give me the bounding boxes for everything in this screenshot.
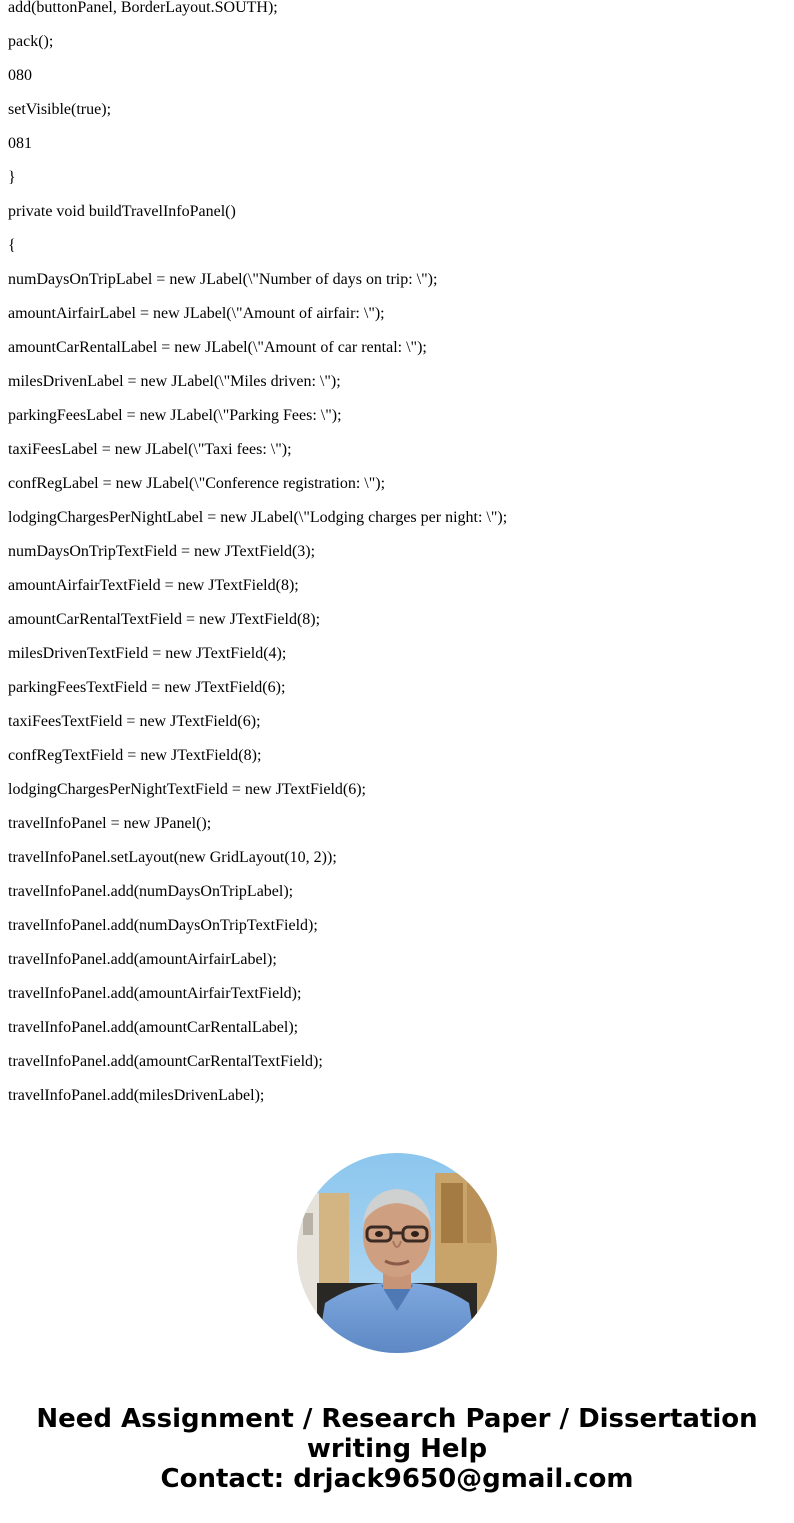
promo-banner bbox=[0, 1404, 794, 1494]
code-line: travelInfoPanel.add(amountAirfairTextField); bbox=[8, 985, 302, 1002]
code-line: travelInfoPanel.add(amountCarRentalLabel); bbox=[8, 1019, 299, 1036]
code-line: taxiFeesTextField = new JTextField(6); bbox=[8, 713, 261, 730]
code-line: } bbox=[8, 169, 16, 186]
code-line: setVisible(true); bbox=[8, 101, 112, 118]
code-line: travelInfoPanel = new JPanel(); bbox=[8, 815, 212, 832]
promo-headline: Need Assignment / Research Paper / Dissertation bbox=[36, 1404, 758, 1434]
code-line: travelInfoPanel.add(amountCarRentalTextField); bbox=[8, 1053, 323, 1070]
code-line: travelInfoPanel.setLayout(new GridLayout(10, 2)); bbox=[8, 849, 337, 866]
code-line: 080 bbox=[8, 67, 32, 84]
code-line: milesDrivenTextField = new JTextField(4); bbox=[8, 645, 287, 662]
code-line: { bbox=[8, 237, 16, 254]
code-line: amountCarRentalLabel = new JLabel(\"Amount of car rental: \"); bbox=[8, 339, 427, 356]
code-line: amountAirfairTextField = new JTextField(8); bbox=[8, 577, 299, 594]
promo-contact: Contact: drjack9650@gmail.com bbox=[160, 1464, 634, 1494]
code-line: amountAirfairLabel = new JLabel(\"Amount of airfair: \"); bbox=[8, 305, 385, 322]
code-line: confRegLabel = new JLabel(\"Conference registration: \"); bbox=[8, 475, 386, 492]
author-avatar bbox=[297, 1153, 497, 1353]
promo-subheadline: writing Help bbox=[306, 1434, 488, 1464]
code-line: private void buildTravelInfoPanel() bbox=[8, 203, 236, 220]
code-line: milesDrivenLabel = new JLabel(\"Miles driven: \"); bbox=[8, 373, 341, 390]
person-photo-icon bbox=[297, 1153, 497, 1353]
code-listing bbox=[8, 0, 788, 1113]
code-line: travelInfoPanel.add(amountAirfairLabel); bbox=[8, 951, 277, 968]
code-line: numDaysOnTripTextField = new JTextField(3); bbox=[8, 543, 316, 560]
code-line: parkingFeesTextField = new JTextField(6); bbox=[8, 679, 286, 696]
code-line: lodgingChargesPerNightTextField = new JTextField(6); bbox=[8, 781, 366, 798]
code-line: add(buttonPanel, BorderLayout.SOUTH); bbox=[8, 0, 278, 16]
code-line: pack(); bbox=[8, 33, 54, 50]
code-line: numDaysOnTripLabel = new JLabel(\"Number of days on trip: \"); bbox=[8, 271, 438, 288]
code-line: travelInfoPanel.add(numDaysOnTripTextField); bbox=[8, 917, 318, 934]
code-line: lodgingChargesPerNightLabel = new JLabel(\"Lodging charges per night: \"); bbox=[8, 509, 508, 526]
code-line: 081 bbox=[8, 135, 32, 152]
code-line: parkingFeesLabel = new JLabel(\"Parking Fees: \"); bbox=[8, 407, 342, 424]
code-line: amountCarRentalTextField = new JTextField(8); bbox=[8, 611, 321, 628]
code-line: travelInfoPanel.add(numDaysOnTripLabel); bbox=[8, 883, 294, 900]
code-line: taxiFeesLabel = new JLabel(\"Taxi fees: \"); bbox=[8, 441, 292, 458]
code-line: confRegTextField = new JTextField(8); bbox=[8, 747, 262, 764]
code-line: travelInfoPanel.add(milesDrivenLabel); bbox=[8, 1087, 265, 1104]
